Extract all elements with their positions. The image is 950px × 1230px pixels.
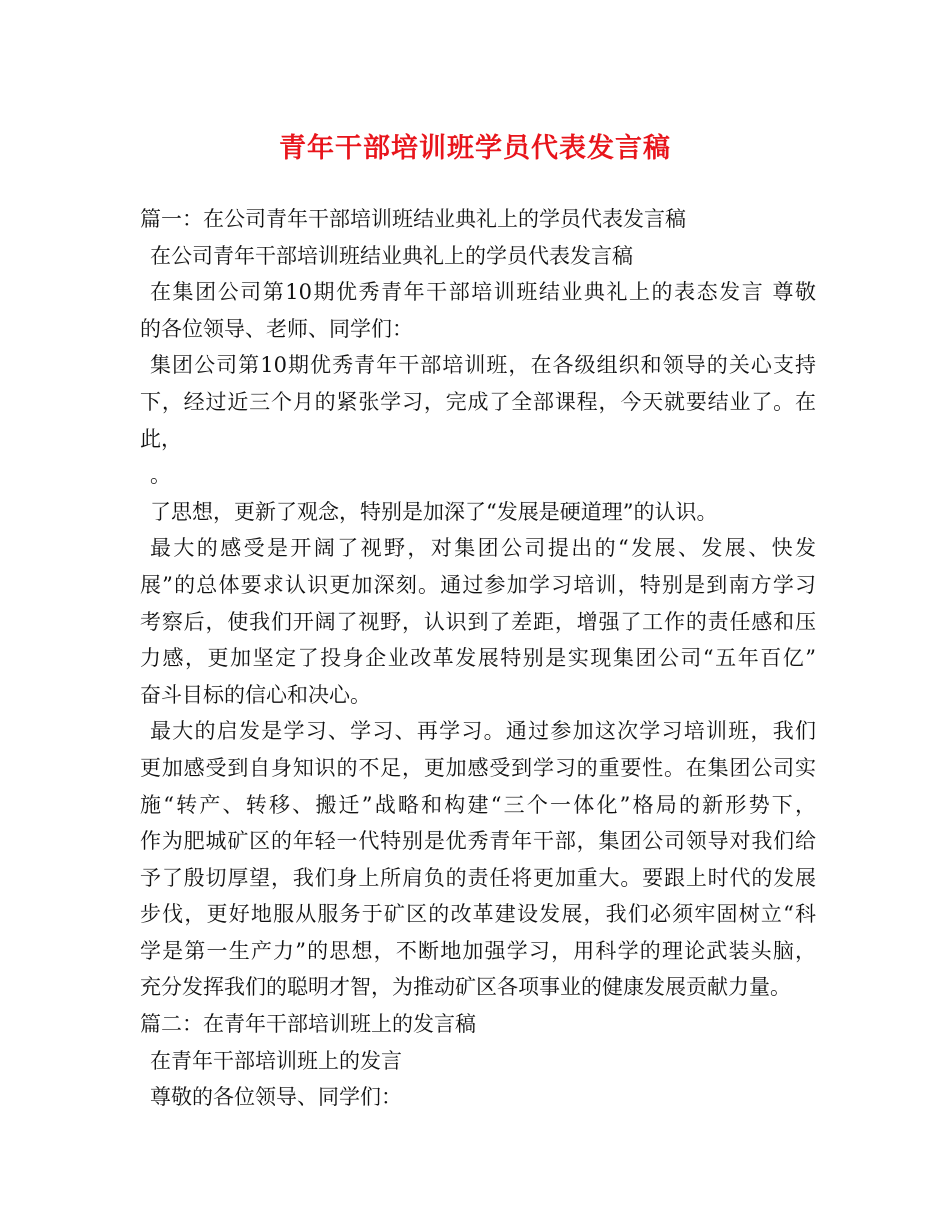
salutation-line: 尊敬的各位领导、同学们：: [150, 1085, 402, 1110]
paragraph-line: 更加感受到自身知识的不足，更加感受到学习的重要性。在集团公司实: [140, 755, 816, 780]
document-body: [140, 201, 816, 1116]
paragraph-line: 集团公司第10期优秀青年干部培训班，在各级组织和领导的关心支持: [150, 353, 816, 378]
paragraph-line: 。: [150, 463, 171, 488]
paragraph-line: 作为肥城矿区的年轻一代特别是优秀青年干部，集团公司领导对我们给: [140, 829, 816, 854]
section-heading-2: 篇二：在青年干部培训班上的发言稿: [140, 1012, 476, 1037]
paragraph-line: 充分发挥我们的聪明才智，为推动矿区各项事业的健康发展贡献力量。: [140, 975, 791, 1000]
paragraph-line: 的各位领导、老师、同学们：: [140, 316, 413, 341]
paragraph-line: 予了殷切厚望，我们身上所肩负的责任将更加重大。要跟上时代的发展: [140, 865, 816, 890]
paragraph-line: 此，: [140, 426, 182, 451]
section-heading-1: 篇一：在公司青年干部培训班结业典礼上的学员代表发言稿: [140, 207, 686, 231]
speech-title-2: 在青年干部培训班上的发言: [150, 1048, 402, 1073]
document-title: 青年干部培训班学员代表发言稿: [279, 133, 671, 164]
paragraph-line: 最大的感受是开阔了视野，对集团公司提出的“发展、发展、快发: [150, 536, 816, 561]
paragraph-line: 了思想，更新了观念，特别是加深了“发展是硬道理”的认识。: [150, 499, 718, 524]
paragraph-line: 步伐，更好地服从服务于矿区的改革建设发展，我们必须牢固树立“科: [140, 902, 816, 927]
paragraph-line: 学是第一生产力”的思想，不断地加强学习，用科学的理论武装头脑，: [140, 938, 816, 963]
paragraph-line: 下，经过近三个月的紧张学习，完成了全部课程，今天就要结业了。在: [140, 389, 816, 414]
paragraph-line: 力感，更加坚定了投身企业改革发展特别是实现集团公司“五年百亿”: [140, 646, 816, 671]
paragraph-line: 考察后，使我们开阔了视野，认识到了差距，增强了工作的责任感和压: [140, 609, 816, 634]
paragraph-line: 在集团公司第10期优秀青年干部培训班结业典礼上的表态发言 尊敬: [150, 280, 816, 305]
speech-title-1: 在公司青年干部培训班结业典礼上的学员代表发言稿: [150, 243, 633, 268]
paragraph-line: 施“转产、转移、搬迁”战略和构建“三个一体化”格局的新形势下，: [140, 792, 816, 817]
paragraph-line: 最大的启发是学习、学习、再学习。通过参加这次学习培训班，我们: [150, 719, 816, 744]
paragraph-line: 奋斗目标的信心和决心。: [140, 682, 371, 707]
paragraph-line: 展”的总体要求认识更加深刻。通过参加学习培训，特别是到南方学习: [140, 572, 816, 597]
